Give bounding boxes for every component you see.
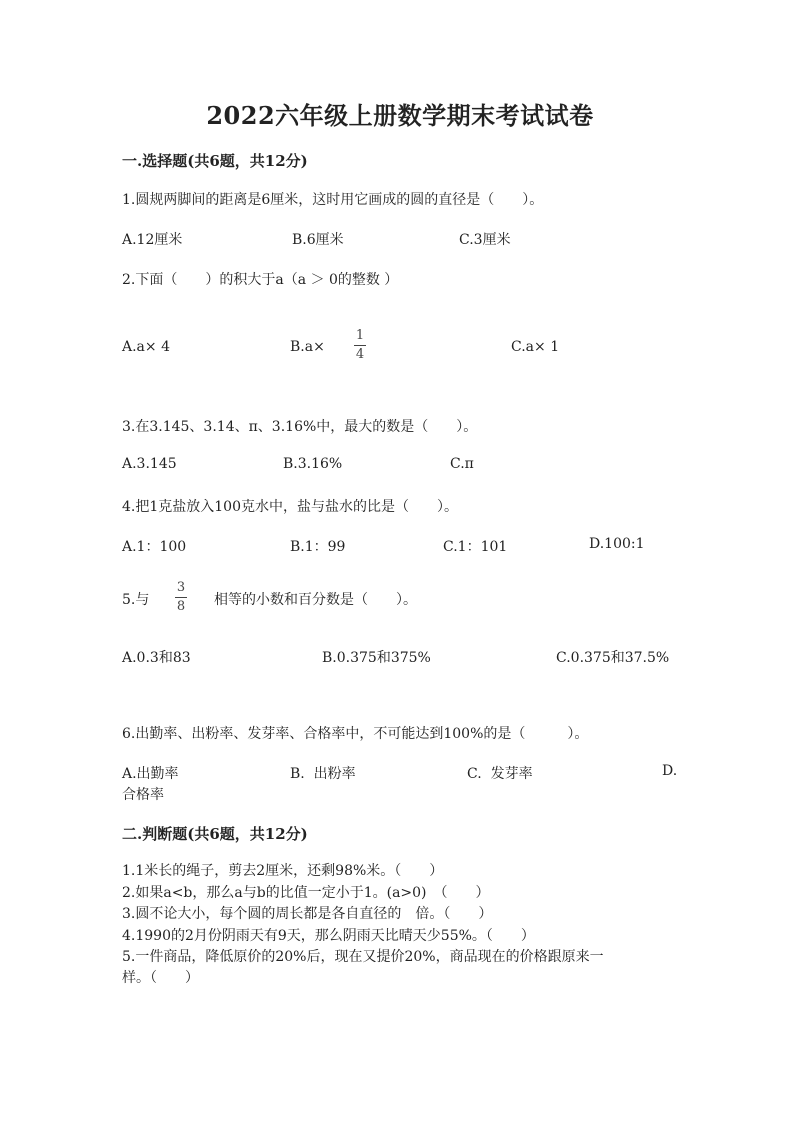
tf-item-3: 3.圆不论大小，每个圆的周长都是各自直径的 倍。（ ） (122, 906, 493, 922)
question-1-option-b: B.6厘米 (292, 232, 344, 248)
tf-item-4: 4.1990的2月份阴雨天有9天，那么阴雨天比晴天少55%。（ ） (122, 928, 535, 944)
question-2-fraction (354, 328, 366, 363)
fraction-bar (354, 345, 366, 346)
question-3-stem: 3.在3.145、3.14、π、3.16%中，最大的数是（ ）。 (122, 419, 478, 435)
question-5-stem-suffix: 相等的小数和百分数是（ ）。 (214, 592, 417, 608)
tf-item-2: 2.如果a<b，那么a与b的比值一定小于1。(a>0) （ ） (122, 885, 490, 901)
question-4-option-d: D.100:1 (589, 536, 645, 552)
question-6-option-d-text: 合格率 (122, 787, 164, 803)
section-heading-truefalse: 二.判断题(共6题，共12分) (122, 825, 308, 843)
question-5-option-a: A.0.3和83 (122, 650, 191, 666)
question-4-option-c: C.1：101 (443, 539, 508, 555)
question-1-option-c: C.3厘米 (459, 232, 511, 248)
question-6-option-b: B. 出粉率 (290, 766, 356, 782)
question-3-option-c: C.π (450, 456, 474, 472)
question-6-option-a: A.出勤率 (122, 766, 179, 782)
question-3-option-b: B.3.16% (283, 456, 343, 472)
tf-item-5-continued: 样。（ ） (122, 970, 199, 986)
question-5-stem-prefix: 5.与 (122, 592, 150, 608)
question-2-option-a: A.a× 4 (122, 339, 170, 355)
question-5-option-c: C.0.375和37.5% (556, 650, 670, 666)
fraction-numerator: 3 (176, 580, 186, 595)
question-5-option-b: B.0.375和375% (322, 650, 431, 666)
question-4-stem: 4.把1克盐放入100克水中，盐与盐水的比是（ ）。 (122, 499, 458, 515)
question-6-option-d: D. (662, 763, 678, 779)
question-2-option-b: B.a× (290, 339, 325, 355)
tf-item-1: 1.1米长的绳子，剪去2厘米，还剩98%米。（ ） (122, 863, 444, 879)
section-heading-choice: 一.选择题(共6题，共12分) (122, 152, 308, 170)
fraction-denominator: 8 (176, 599, 186, 614)
question-3-option-a: A.3.145 (122, 456, 177, 472)
fraction-bar (175, 597, 187, 598)
question-4-option-a: A.1：100 (122, 539, 187, 555)
question-5-fraction (175, 580, 187, 615)
question-4-option-b: B.1：99 (290, 539, 346, 555)
question-2-option-c: C.a× 1 (511, 339, 560, 355)
question-2-stem: 2.下面（ ）的积大于a（a ＞ 0的整数 ） (122, 272, 399, 288)
question-1-option-a: A.12厘米 (122, 232, 183, 248)
question-6-stem: 6.出勤率、出粉率、发芽率、合格率中，不可能达到100%的是（ ）。 (122, 726, 589, 742)
tf-item-5: 5.一件商品，降低原价的20%后，现在又提价20%，商品现在的价格跟原来一 (122, 949, 604, 965)
question-1-stem: 1.圆规两脚间的距离是6厘米，这时用它画成的圆的直径是（ ）。 (122, 192, 544, 208)
fraction-denominator: 4 (355, 347, 365, 362)
fraction-numerator: 1 (355, 328, 365, 343)
page-title: 2022六年级上册数学期末考试试卷 (206, 101, 594, 130)
question-6-option-c: C. 发芽率 (467, 766, 533, 782)
